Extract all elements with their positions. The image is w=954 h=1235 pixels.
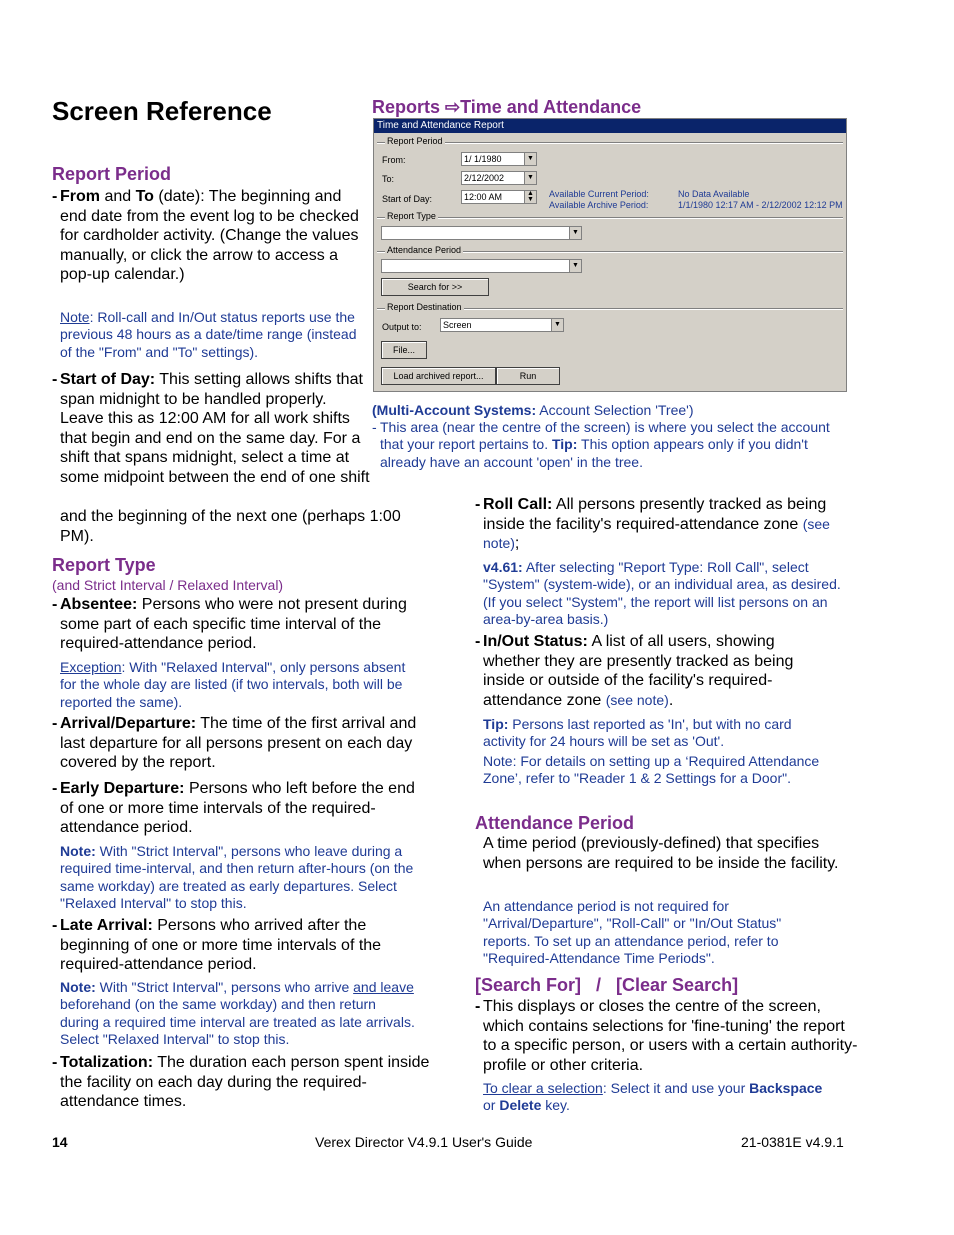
tip-text: Persons last reported as 'In', but with no card activity for 24 hours will be set as 'Out'. xyxy=(483,716,792,750)
report-destination-group-label: Report Destination xyxy=(387,302,462,312)
document-number: 21-0381E v4.9.1 xyxy=(741,1134,844,1150)
attendance-period-heading: Attendance Period xyxy=(475,813,635,833)
report-destination-group xyxy=(377,302,843,312)
in-out-status-text: A list of all users, showing whether they are presently tracked as being inside or outside of the facility's required-attendance zone xyxy=(483,633,794,709)
to-label: To xyxy=(135,188,154,205)
late-note-label: Note: xyxy=(60,979,96,995)
archive-period-value: 1/1/1980 12:17 AM - 2/12/2002 12:12 PM xyxy=(678,200,843,210)
page-title: Screen Reference xyxy=(52,96,272,126)
reports-heading-part-a: Reports xyxy=(372,97,446,117)
chevron-down-icon[interactable]: ▼ xyxy=(524,172,536,184)
report-type-group xyxy=(377,211,843,221)
late-note-underlined: and leave xyxy=(353,979,414,995)
start-of-day-text: This setting allows shifts that span midnight to be handled properly. Leave this as 12:00 AM for all work shifts that begin and end on the same day. For a shift that spans midnight, select a time at some midpoint between the end of one shift xyxy=(60,371,370,486)
early-departure-note xyxy=(60,843,430,913)
absentee-label: Absentee: xyxy=(60,596,138,613)
exception-text: : With "Relaxed Interval", only persons absent for the whole day are listed (if two intervals, both will be reported the same). xyxy=(60,659,406,710)
multi-account-body: - This area (near the centre of the screen) is where you select the account that your report pertains to. Tip: This option appears only if you didn't already have an account 'open' in the tree. xyxy=(372,419,830,470)
search-for-button[interactable]: Search for >> xyxy=(381,278,489,296)
roll-call-text: All persons presently tracked as being inside the facility's required-attendance zone xyxy=(483,496,827,533)
run-button[interactable]: Run xyxy=(496,367,560,385)
start-of-day-field[interactable] xyxy=(461,190,537,204)
output-to-label: Output to: xyxy=(382,322,422,332)
search-for-heading: [Search For] / [Clear Search] xyxy=(475,975,739,995)
start-of-day-label: Start of Day: xyxy=(60,371,156,388)
report-period-heading: Report Period xyxy=(52,164,172,184)
arrival-departure-label: Arrival/Departure: xyxy=(60,715,197,732)
totalization-item: - Totalization: The duration each person spent inside the facility on each day during the required-attendance times. xyxy=(52,1054,430,1111)
report-type-heading: Report Type xyxy=(52,555,156,575)
report-type-group-label: Report Type xyxy=(387,211,436,221)
late-note-text-1: With "Strict Interval", persons who arrive xyxy=(95,979,354,995)
and-text: and xyxy=(100,188,136,205)
start-of-day-field-label: Start of Day: xyxy=(382,194,433,204)
from-to-item: - From and To (date): The beginning and end date from the event log to be checked for cardholder activity. (Change the values manually, or click the arrow to access a pop-up calendar.) xyxy=(52,188,359,284)
multi-account-body-text: This area (near the centre of the screen) is where you select the account that your report pertains to. xyxy=(380,419,830,453)
from-date-field[interactable] xyxy=(461,152,537,166)
to-date-value: 2/12/2002 xyxy=(464,173,505,183)
report-type-select[interactable] xyxy=(381,226,582,240)
clear-selection-note xyxy=(483,1080,823,1115)
zone-note: Note: For details on setting up a ‘Required Attendance Zone’, refer to "Reader 1 & 2 Settings for a Door". xyxy=(483,753,820,787)
dialog-title-bar: Time and Attendance Report xyxy=(374,119,846,133)
archive-period-label: Available Archive Period: xyxy=(549,200,649,210)
arrival-departure-text: The time of the first arrival and last departure for all persons present on each day covered by the report. xyxy=(60,715,417,772)
from-date-value: 1/ 1/1980 xyxy=(464,154,502,164)
exception-note xyxy=(60,659,410,711)
arrow-right-icon: ⇨ xyxy=(445,97,461,117)
from-label: From xyxy=(60,188,100,205)
start-of-day-value: 12:00 AM xyxy=(464,192,503,202)
early-note-label: Note: xyxy=(60,843,96,859)
tip-note xyxy=(483,716,833,751)
note-text: : Roll-call and In/Out status reports use the previous 48 hours as a date/time range (instead of the "From" and "To" settings). xyxy=(60,309,357,360)
to-date-field[interactable] xyxy=(461,171,537,185)
v461-text: After selecting "Report Type: Roll Call", select "System" (system-wide), or an individual area, as desired. (If you select "System", the report will list persons on an area-by-area basis.) xyxy=(483,559,841,628)
output-to-select[interactable] xyxy=(440,318,564,332)
report-type-subheading: (and Strict Interval / Relaxed Interval) xyxy=(52,577,284,593)
early-departure-text: Persons who left before the end of one or more time intervals of the required-attendance period. xyxy=(60,780,415,837)
absentee-item: - Absentee: Persons who were not present during some part of each specific time interval of the required-attendance period. xyxy=(52,596,407,653)
arrival-departure-item: - Arrival/Departure: The time of the first arrival and last departure for all persons present on each day covered by the report. xyxy=(52,715,417,772)
from-field-label: From: xyxy=(382,155,406,165)
chevron-down-icon[interactable]: ▼ xyxy=(569,227,581,239)
early-note-text: With "Strict Interval", persons who leave during a required time-interval, and then return after-hours (on the same workday) are treated as early departures. Select "Relaxed Interval" to stop this. xyxy=(60,843,414,912)
late-arrival-item: - Late Arrival: Persons who arrived after the beginning of one or more time intervals of the required-attendance period. xyxy=(52,917,382,974)
page-number: 14 xyxy=(52,1134,68,1150)
key-text: key. xyxy=(541,1097,570,1114)
chevron-down-icon[interactable]: ▼ xyxy=(551,319,563,331)
totalization-text: The duration each person spent inside the facility on each day during the required-attendance times. xyxy=(60,1054,430,1111)
late-arrival-note xyxy=(60,979,415,1049)
clear-selection-label: To clear a selection xyxy=(483,1080,603,1096)
reports-heading xyxy=(372,97,641,118)
attendance-period-select[interactable] xyxy=(381,259,582,273)
spinner-icon[interactable]: ▲ ▼ xyxy=(524,191,536,203)
early-departure-label: Early Departure: xyxy=(60,780,185,797)
guide-title: Verex Director V4.9.1 User's Guide xyxy=(315,1134,533,1150)
in-out-status-item: - In/Out Status: A list of all users, showing whether they are presently tracked as being inside or outside of the facility's required-attendance zone (see note). xyxy=(475,633,794,709)
start-of-day-continued: and the beginning of the next one (perhaps 1:00 PM). xyxy=(60,508,401,545)
tip-label: Tip: xyxy=(483,716,509,732)
report-period-group-label: Report Period xyxy=(387,136,443,146)
note-label: Note xyxy=(60,309,90,325)
time-attendance-dialog xyxy=(373,118,847,392)
exception-label: Exception xyxy=(60,659,122,675)
multi-account-text: Account Selection 'Tree') xyxy=(536,402,694,418)
late-arrival-text: Persons who arrived after the beginning of one or more time intervals of the required-attendance period. xyxy=(60,917,382,974)
roll-call-see-note: (see note) xyxy=(483,515,830,552)
totalization-label: Totalization: xyxy=(60,1054,154,1071)
current-period-label: Available Current Period: xyxy=(549,189,649,199)
multi-account-note xyxy=(372,402,847,419)
in-out-end: . xyxy=(668,691,674,709)
or-text: or xyxy=(483,1097,500,1114)
late-arrival-label: Late Arrival: xyxy=(60,917,153,934)
chevron-down-icon[interactable]: ▼ xyxy=(569,260,581,272)
start-of-day-item: - Start of Day: This setting allows shifts that span midnight to be handled properly. Leave this as 12:00 AM for all work shifts that begin and end on the same day. For a shift that spans midnight, select a time at some midpoint between the end of one shift xyxy=(52,371,370,486)
roll-call-end: ; xyxy=(514,535,520,553)
roll-call-item: - Roll Call: All persons presently tracked as being inside the facility's required-attendance zone (see note); xyxy=(475,496,830,553)
output-to-value: Screen xyxy=(443,320,472,330)
delete-key: Delete xyxy=(499,1097,542,1114)
attendance-period-note: An attendance period is not required for "Arrival/Departure", "Roll-Call" or "In/Out Status" reports. To set up an attendance period, refer to "Required-Attendance Time Periods". xyxy=(483,898,782,967)
attendance-period-text: A time period (previously-defined) that specifies when persons are required to be inside the facility. xyxy=(483,835,839,872)
attendance-period-group xyxy=(377,245,843,255)
clear-selection-text: : Select it and use your xyxy=(602,1080,750,1096)
current-period-value: No Data Available xyxy=(678,189,750,199)
in-out-see-note: (see note) xyxy=(605,691,669,708)
multi-account-label: (Multi-Account Systems: xyxy=(372,402,537,418)
roll-call-label: Roll Call: xyxy=(483,496,553,513)
attendance-period-group-label: Attendance Period xyxy=(387,245,462,255)
absentee-text: Persons who were not present during some part of each specific time interval of the required-attendance period. xyxy=(60,596,407,653)
backspace-key: Backspace xyxy=(749,1080,823,1096)
search-for-item: - This displays or closes the centre of the screen, which contains selections for 'fine-tuning' the report to a specific person, or users with a certain authority-profile or other criteria. xyxy=(475,998,858,1074)
reports-heading-part-b: Time and Attendance xyxy=(460,97,642,117)
report-period-group xyxy=(377,136,843,146)
in-out-status-label: In/Out Status: xyxy=(483,633,588,650)
search-for-text: This displays or closes the centre of the screen, which contains selections for 'fine-tuning' the report to a specific person, or users with a certain authority-profile or other criteria. xyxy=(483,998,858,1074)
from-to-text: (date): The beginning and end date from the event log to be checked for cardholder activity. (Change the values manually, or click the arrow to access a pop-up calendar.) xyxy=(60,188,359,284)
v461-label: v4.61: xyxy=(483,559,523,575)
late-note-text-2: beforehand (on the same workday) and then return during a required time interval are treated as late arrivals. Select "Relaxed Interval" to stop this. xyxy=(60,996,415,1048)
v461-note xyxy=(483,559,853,629)
roll-call-note xyxy=(60,309,360,361)
multi-account-tip-text: This option appears only if you didn't already have an account 'open' in the tree. xyxy=(380,436,808,470)
multi-account-tip-label: Tip: xyxy=(551,436,578,453)
to-field-label: To: xyxy=(382,174,395,184)
early-departure-item: - Early Departure: Persons who left before the end of one or more time intervals of the required-attendance period. xyxy=(52,780,415,837)
load-archived-report-button[interactable]: Load archived report... xyxy=(381,367,496,385)
file-button[interactable]: File... xyxy=(381,341,427,359)
chevron-down-icon[interactable]: ▼ xyxy=(524,153,536,165)
